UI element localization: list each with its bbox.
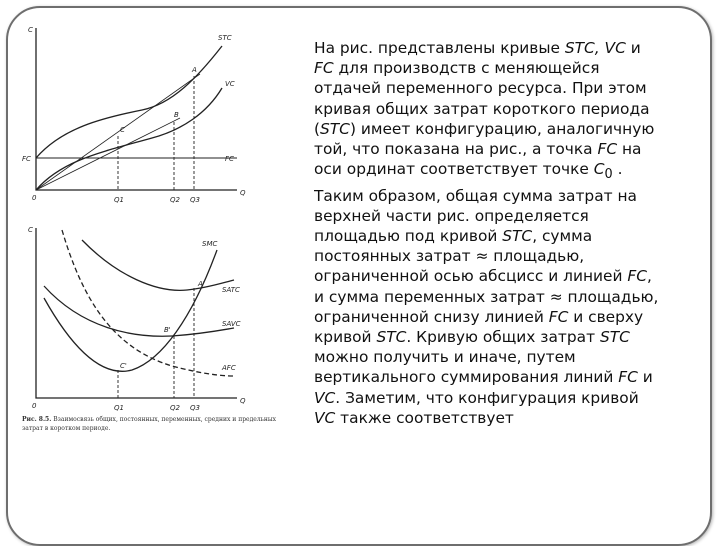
- text-span: также соответствует: [335, 408, 514, 427]
- afc-curve: [62, 230, 234, 376]
- text-span: , и сумма переменных затрат ≈ площадью, ограниченной снизу линией: [314, 267, 659, 326]
- cost-curves-svg: [22, 18, 302, 418]
- savc-label: SAVC: [222, 320, 241, 328]
- term-stc-vc: STC, VC: [564, 39, 626, 57]
- point-b-label: B: [174, 111, 179, 119]
- text-span: и: [637, 368, 653, 387]
- text-span: для производств с меняющейся отдачей переменного ресурса. При этом кривая общих затрат короткого периода (: [314, 59, 650, 138]
- term-vc: VC: [314, 388, 336, 407]
- bottom-x-label: Q: [240, 397, 246, 405]
- term-stc: STC: [502, 226, 533, 245]
- term-fc: FC: [597, 140, 618, 159]
- figure-caption: [22, 415, 277, 433]
- term-c0-subscript: 0: [604, 167, 613, 183]
- smc-label: SMC: [202, 240, 218, 248]
- fc-right-label: FC: [225, 155, 234, 163]
- top-q1-label: Q1: [114, 196, 124, 204]
- text-span: на оси ординат соответствует точке: [314, 140, 642, 179]
- text-span: ) имеет конфигурацию, аналогичную той, что показана на рис., а точка: [314, 119, 655, 159]
- bottom-q2-label: Q2: [170, 404, 180, 412]
- point-c1-label: C': [120, 362, 127, 370]
- term-stc: STC: [376, 327, 407, 346]
- caption-text: Взаимосвязь общих, постоянных, переменных, средних и предельных затрат в коротком периоде.: [22, 416, 277, 432]
- fc-left-label: FC: [22, 155, 31, 163]
- point-a-label: A: [192, 66, 197, 74]
- caption-prefix: Рис. 8.5.: [22, 416, 52, 423]
- text-span: . Заметим, что конфигурация кривой: [335, 388, 639, 407]
- afc-label: AFC: [222, 364, 236, 372]
- top-q3-label: Q3: [190, 196, 200, 204]
- bottom-axes: [36, 228, 237, 398]
- term-c0: C: [593, 160, 605, 179]
- stc-label: STC: [218, 34, 232, 42]
- bottom-q3-label: Q3: [190, 404, 200, 412]
- savc-curve: [44, 286, 234, 336]
- body-text: [314, 38, 659, 538]
- term-fc: FC: [627, 267, 648, 286]
- term-vc: VC: [314, 408, 336, 427]
- text-span: и сверху кривой: [314, 307, 644, 346]
- text-span: На рис. представлены кривые: [314, 39, 565, 57]
- top-q2-label: Q2: [170, 196, 180, 204]
- term-stc: STC: [599, 327, 630, 346]
- satc-label: SATC: [222, 286, 240, 294]
- text-span: можно получить и иначе, путем вертикального суммирования линий: [314, 348, 619, 387]
- point-c-label: C: [120, 126, 125, 134]
- top-origin-label: 0: [32, 194, 37, 202]
- text-span: и: [625, 39, 641, 57]
- bottom-origin-label: 0: [32, 402, 37, 410]
- vc-label: VC: [225, 80, 235, 88]
- bottom-y-label: C: [28, 226, 33, 234]
- point-b1-label: B': [164, 326, 171, 334]
- text-span: , сумма постоянных затрат ≈ площадью, ограниченной осью абсцисс и линией: [314, 226, 628, 286]
- term-fc: FC: [548, 307, 569, 326]
- top-axes: [36, 28, 237, 190]
- body-paragraph: [314, 38, 659, 428]
- point-a1-label: A': [198, 280, 205, 288]
- term-stc: STC: [320, 119, 350, 138]
- term-fc: FC: [618, 368, 638, 387]
- bottom-q1-label: Q1: [114, 404, 124, 412]
- top-y-label: C: [28, 26, 33, 34]
- cost-curves-figure: [22, 18, 302, 458]
- top-x-label: Q: [240, 189, 246, 197]
- smc-curve: [44, 250, 217, 371]
- term-fc: FC: [314, 59, 334, 78]
- text-span: . Таким образом, общая сумма затрат на верхней части рис. определяется площадью под кривой: [314, 160, 637, 245]
- ray-to-b: [36, 118, 180, 190]
- text-span: . Кривую общих затрат: [406, 327, 600, 346]
